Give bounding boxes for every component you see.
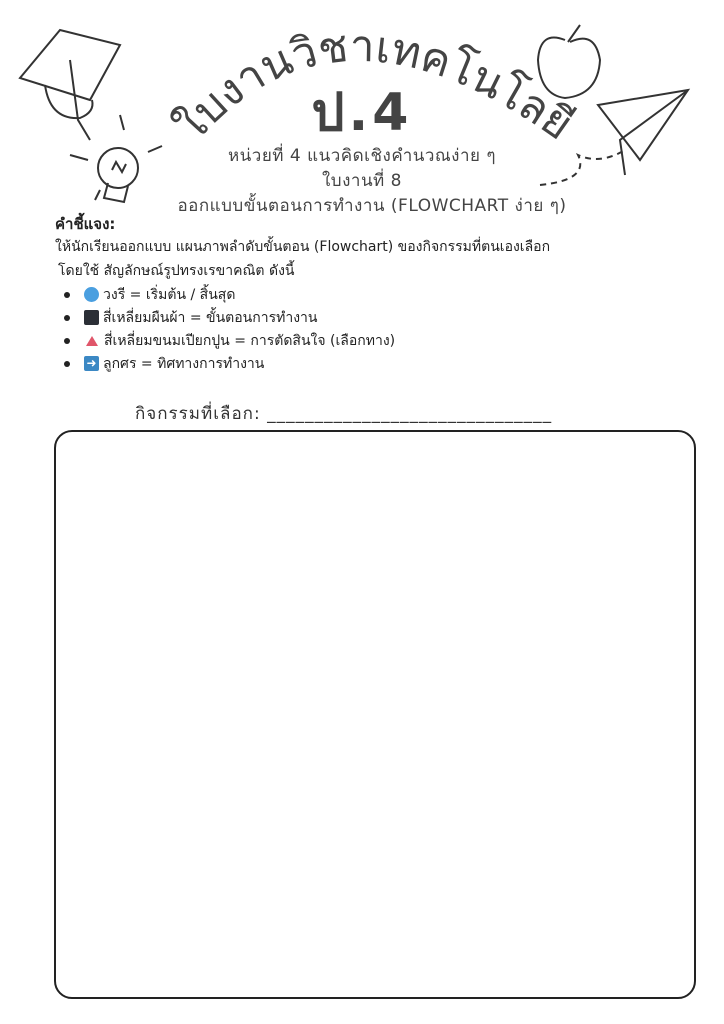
- chosen-activity-field[interactable]: กิจกรรมที่เลือก: ______________________________: [135, 404, 553, 424]
- red-triangle-icon: [86, 336, 98, 346]
- bullet-icon: [64, 338, 70, 344]
- legend-item: [60, 329, 395, 352]
- legend-item: [60, 306, 395, 329]
- legend-item: [60, 283, 395, 306]
- unit-title: หน่วยที่ 4 แนวคิดเชิงคำนวณง่าย ๆ: [227, 146, 497, 166]
- instructions-line-2: โดยใช้ สัญลักษณ์รูปทรงเรขาคณิต ดังนี้: [58, 263, 295, 279]
- bullet-icon: [64, 315, 70, 321]
- blue-circle-icon: [84, 287, 99, 302]
- topic-title: ออกแบบขั้นตอนการทำงาน (FLOWCHART ง่าย ๆ): [177, 196, 567, 216]
- legend-item: [60, 352, 395, 375]
- instructions-heading: คำชี้แจง:: [55, 215, 116, 233]
- subject-title-curved: ใบงานวิชาเทคโนโลยี: [165, 20, 583, 152]
- symbol-legend: [60, 283, 395, 375]
- legend-text: วงรี = เริ่มต้น / สิ้นสุด: [103, 286, 236, 303]
- instructions-line-1: ให้นักเรียนออกแบบ แผนภาพลำดับขั้นตอน (Flowchart) ของกิจกรรมที่ตนเองเลือก: [55, 239, 551, 255]
- flowchart-drawing-area[interactable]: [54, 430, 696, 999]
- legend-text: สี่เหลี่ยมขนมเปียกปูน = การตัดสินใจ (เลือกทาง): [104, 332, 396, 349]
- black-square-icon: [84, 310, 99, 325]
- bullet-icon: [64, 292, 70, 298]
- arrow-right-icon: ➜: [84, 356, 99, 371]
- bullet-icon: [64, 361, 70, 367]
- legend-text: สี่เหลี่ยมผืนผ้า = ขั้นตอนการทำงาน: [103, 309, 318, 326]
- grade-title: ป.4: [311, 83, 413, 143]
- legend-text: ลูกศร = ทิศทางการทำงาน: [103, 355, 265, 372]
- worksheet-number: ใบงานที่ 8: [322, 171, 402, 191]
